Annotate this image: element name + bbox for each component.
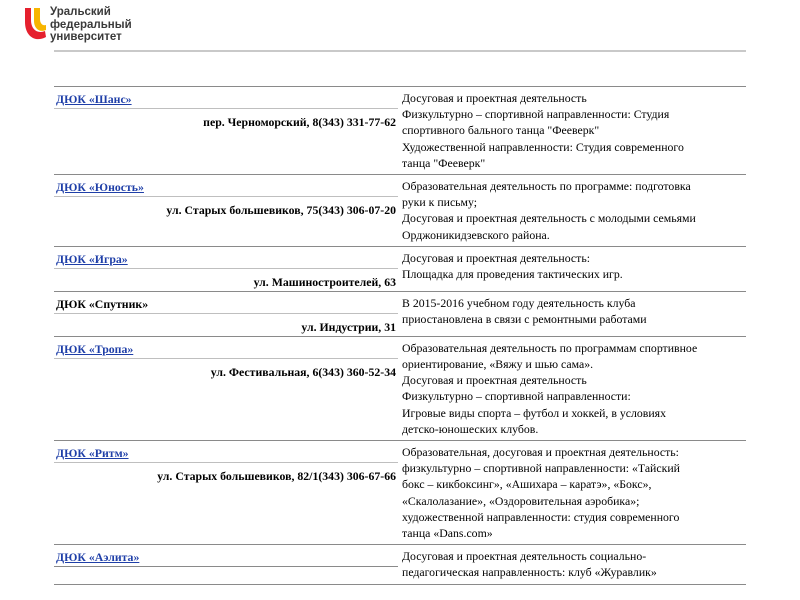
club-address: пер. Черноморский, 8(343) 331-77-62 xyxy=(203,115,396,129)
club-description-line: приостановлена в связи с ремонтными работами xyxy=(402,312,647,327)
logo-line: федеральный xyxy=(50,18,132,31)
club-name-link[interactable]: ДЮК «Юность» xyxy=(56,180,144,195)
club-description-line: детско-юношеских клубов. xyxy=(402,421,539,436)
club-address: ул. Машиностроителей, 63 xyxy=(253,274,396,289)
header-divider xyxy=(54,50,746,52)
club-row xyxy=(54,87,746,109)
clubs-table xyxy=(54,86,746,585)
logo-wordmark xyxy=(50,6,132,44)
club-description-line: Образовательная деятельность по программам спортивное xyxy=(402,340,698,355)
club-row xyxy=(54,175,746,197)
club-description-line: Площадка для проведения тактических игр. xyxy=(402,267,623,282)
clubs-table-container xyxy=(54,86,746,585)
club-description-cell xyxy=(398,87,746,175)
club-description-cell xyxy=(398,175,746,247)
club-description-line: спортивного бального танца "Фееверк" xyxy=(402,123,600,138)
logo-line: Уральский xyxy=(50,6,111,18)
club-row xyxy=(54,441,746,463)
club-description-cell xyxy=(398,545,746,584)
club-name-cell xyxy=(54,336,398,358)
club-address-cell xyxy=(54,358,398,440)
urfu-logo xyxy=(24,6,134,46)
club-name-link[interactable]: ДЮК «Шанс» xyxy=(56,92,132,106)
club-description-line: танца "Фееверк" xyxy=(402,155,486,170)
club-address: ул. Старых большевиков, 75(343) 306-07-20 xyxy=(166,203,396,218)
club-name-link[interactable]: ДЮК «Тропа» xyxy=(56,341,134,356)
club-address-cell xyxy=(54,567,398,584)
club-description-line: бокс – кикбоксинг», «Ашихара – каратэ», «Бокс», xyxy=(402,477,652,492)
club-description-line: Образовательная, досуговая и проектная деятельность: xyxy=(402,445,679,460)
club-name-cell xyxy=(54,246,398,268)
club-description-cell xyxy=(398,441,746,545)
club-name-cell xyxy=(54,545,398,567)
club-row xyxy=(54,545,746,567)
clubs-table-body xyxy=(54,87,746,585)
club-name-link[interactable]: ДЮК «Ритм» xyxy=(56,446,129,461)
club-name-link[interactable]: ДЮК «Игра» xyxy=(56,251,128,266)
club-description-cell xyxy=(398,246,746,291)
club-address-cell xyxy=(54,313,398,336)
club-description-cell xyxy=(398,291,746,336)
club-description-line: Орджоникидзевского района. xyxy=(402,227,550,242)
club-name-cell xyxy=(54,87,398,109)
club-description-line: ориентирование, «Вяжу и шью сама». xyxy=(402,357,594,372)
club-name-cell xyxy=(54,441,398,463)
club-name: ДЮК «Спутник» xyxy=(56,296,149,311)
club-address: ул. Фестивальная, 6(343) 360-52-34 xyxy=(210,364,396,379)
club-description-line: «Скалолазание», «Оздоровительная аэробика»; xyxy=(402,493,640,508)
club-description-line: В 2015-2016 учебном году деятельность клуба xyxy=(402,295,636,310)
club-description-line: Игровые виды спорта – футбол и хоккей, в условиях xyxy=(402,405,666,420)
club-description-line: Физкультурно – спортивной направленности: Студия xyxy=(402,107,670,122)
club-description-line: Физкультурно – спортивной направленности: xyxy=(402,389,631,404)
club-description-cell xyxy=(398,336,746,440)
club-description-line: Досуговая и проектная деятельность социально- xyxy=(402,549,647,564)
club-description-line: Образовательная деятельность по программе: подготовка xyxy=(402,179,691,194)
club-description-line: Досуговая и проектная деятельность с молодыми семьями xyxy=(402,211,696,226)
club-address-cell xyxy=(54,109,398,175)
club-description-line: Досуговая и проектная деятельность xyxy=(402,91,587,105)
club-description-line: педагогическая направленность: клуб «Журавлик» xyxy=(402,565,657,580)
club-description-line: Досуговая и проектная деятельность xyxy=(402,373,587,388)
club-description-line: танца «Dans.com» xyxy=(402,526,493,541)
club-address-cell xyxy=(54,463,398,545)
club-address: ул. Старых большевиков, 82/1(343) 306-67-66 xyxy=(157,469,396,484)
club-name-cell xyxy=(54,175,398,197)
club-description-line: Художественной направленности: Студия современного xyxy=(402,139,684,154)
club-description-line: физкультурно – спортивной направленности: «Тайский xyxy=(402,461,680,476)
urfu-emblem-icon xyxy=(24,6,48,46)
club-row xyxy=(54,336,746,358)
club-row xyxy=(54,246,746,268)
club-row xyxy=(54,291,746,313)
club-description-line: художественной направленности: студия современного xyxy=(402,509,680,524)
club-name-link[interactable]: ДЮК «Аэлита» xyxy=(56,550,140,565)
club-address-cell xyxy=(54,197,398,247)
club-description-line: Досуговая и проектная деятельность: xyxy=(402,250,590,265)
club-name-cell xyxy=(54,291,398,313)
club-address: ул. Индустрии, 31 xyxy=(301,319,396,334)
club-address-cell xyxy=(54,268,398,291)
club-description-line: руки к письму; xyxy=(402,195,478,210)
logo-line: университет xyxy=(50,31,122,43)
